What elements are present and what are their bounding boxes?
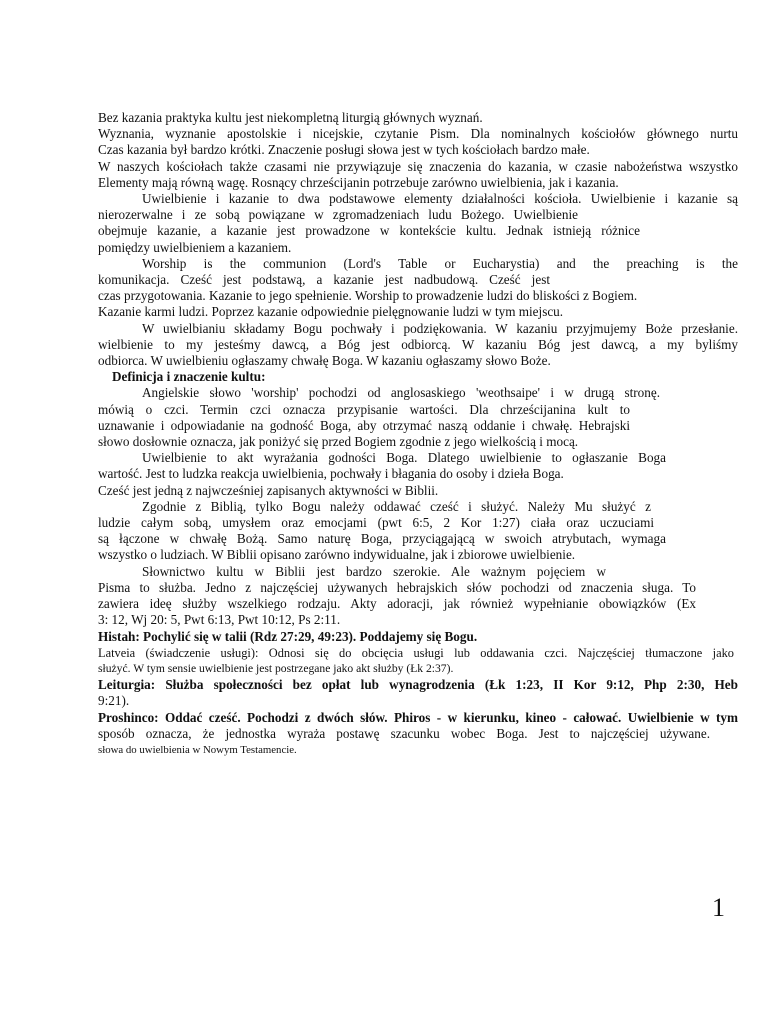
text-line: ludzie całym sobą, umysłem oraz emocjami (pwt 6:5, 2 Kor 1:27) ciała oraz uczuciami (98, 515, 654, 531)
text-line: wartość. Jest to ludzka reakcja uwielbienia, pochwały i błagania do osoby i dzieła Boga. (98, 466, 564, 482)
text-line: sposób oznacza, że jednostka wyraża postawę szacunku wobec Boga. Jest to najczęściej używane. (98, 725, 710, 741)
text-line: komunikacja. Cześć jest podstawą, a kazanie jest nadbudową. Cześć jest (98, 272, 550, 288)
text-line: Uwielbienie i kazanie to dwa podstawowe elementy działalności kościoła. Uwielbienie i kazanie są (142, 191, 738, 207)
text-line: obejmuje kazanie, a kazanie jest prowadzone w kontekście kultu. Jednak istnieją różnice (98, 223, 640, 239)
text-line: służyć. W tym sensie uwielbienie jest postrzegane jako akt służby (Łk 2:37). (98, 661, 454, 675)
text-line: Wyznania, wyznanie apostolskie i nicejskie, czytanie Pism. Dla nominalnych kościołów głównego nurtu (98, 126, 738, 142)
text-line: nierozerwalne i ze sobą powiązane w zgromadzeniach ludu Bożego. Uwielbienie (98, 207, 578, 223)
text-line: wszystko o ludziach. W Biblii opisano zarówno indywidualne, jak i zbiorowe uwielbienie. (98, 547, 576, 563)
text-line: zawiera ideę służby wszelkiego rodzaju. Akty adoracji, jak również wypełnianie obowiązków (Ex (98, 596, 696, 612)
text-line: Histah: Pochylić się w talii (Rdz 27:29, 49:23). Poddajemy się Bogu. (98, 628, 478, 644)
text-line: słowo dosłownie oznacza, jak poniżyć się przed Bogiem zgodnie z jego wielkością i mocą. (98, 434, 579, 450)
text-line: W uwielbianiu składamy Bogu pochwały i podziękowania. W kazaniu przyjmujemy Boże przesłanie. (142, 320, 738, 336)
text-line: 9:21). (98, 693, 130, 709)
text-line: Elementy mają równą wagę. Rosnący chrześcijanin potrzebuje zarówno uwielbienia, jak i kazania. (98, 174, 619, 190)
text-line: odbiorca. W uwielbieniu ogłaszamy chwałę Boga. W kazaniu ogłaszamy słowo Boże. (98, 353, 551, 369)
text-line: W naszych kościołach także czasami nie przywiązuje się znaczenia do kazania, w czasie nabożeństwa wszystko (98, 158, 738, 174)
text-line: 3: 12, Wj 20: 5, Pwt 6:13, Pwt 10:12, Ps 2:11. (98, 612, 341, 628)
text-line: Proshinco: Oddać cześć. Pochodzi z dwóch słów. Phiros - w kierunku, kineo - całować. Uwielbienie w tym (98, 709, 738, 725)
text-line: Latveia (świadczenie usługi): Odnosi się do obcięcia usługi lub oddawania czci. Najczęściej tłumaczone jako (98, 645, 734, 660)
text-line: Kazanie karmi ludzi. Poprzez kazanie odpowiednie pielęgnowanie ludzi w tym miejscu. (98, 304, 564, 320)
text-line: Angielskie słowo 'worship' pochodzi od anglosaskiego 'weothsaipe' i w drugą stronę. (142, 385, 660, 401)
text-line: czas przygotowania. Kazanie to jego spełnienie. Worship to prowadzenie ludzi do bliskości z Bogiem. (98, 288, 638, 304)
text-line: Worship is the communion (Lord's Table or Eucharystia) and the preaching is the (142, 255, 738, 271)
text-line: Pisma to służba. Jedno z najczęściej używanych hebrajskich słów pochodzi od znaczenia sługa. To (98, 579, 696, 595)
section-heading: Definicja i znaczenie kultu: (112, 369, 266, 385)
text-line: Leiturgia: Służba społeczności bez opłat lub wynagrodzenia (Łk 1:23, II Kor 9:12, Php 2:30, Heb (98, 677, 738, 693)
text-line: Bez kazania praktyka kultu jest niekompletną liturgią głównych wyznań. (98, 110, 483, 125)
text-line: uznawanie i odpowiadanie na godność Boga, aby otrzymać naszą oddanie i chwałę. Hebrajski (98, 417, 630, 433)
text-line: słowa do uwielbienia w Nowym Testamencie. (98, 743, 297, 756)
text-line: Zgodnie z Biblią, tylko Bogu należy oddawać cześć i służyć. Należy Mu służyć z (142, 498, 651, 514)
document-body (98, 110, 738, 758)
text-line: pomiędzy uwielbieniem a kazaniem. (98, 239, 292, 255)
page-number: 1 (712, 893, 725, 922)
text-line: Cześć jest jedną z najwcześniej zapisanych aktywności w Biblii. (98, 482, 439, 498)
text-line: Czas kazania był bardzo krótki. Znaczenie posługi słowa jest w tych kościołach bardzo małe. (98, 142, 590, 158)
text-line: wielbienie to my jesteśmy dawcą, a Bóg jest odbiorcą. W kazaniu Bóg jest dawcą, a my byliśmy (98, 336, 738, 352)
text-line: są łączone w chwałę Bożą. Samo naturę Boga, przyciągającą w swoich atrybutach, wymaga (98, 531, 666, 547)
text-line: Uwielbienie to akt wyrażania godności Boga. Dlatego uwielbienie to ogłaszanie Boga (142, 450, 666, 466)
text-line: Słownictwo kultu w Biblii jest bardzo szerokie. Ale ważnym pojęciem w (142, 563, 606, 579)
text-line: mówią o czci. Termin czci oznacza przypisanie wartości. Dla chrześcijanina kult to (98, 401, 630, 417)
